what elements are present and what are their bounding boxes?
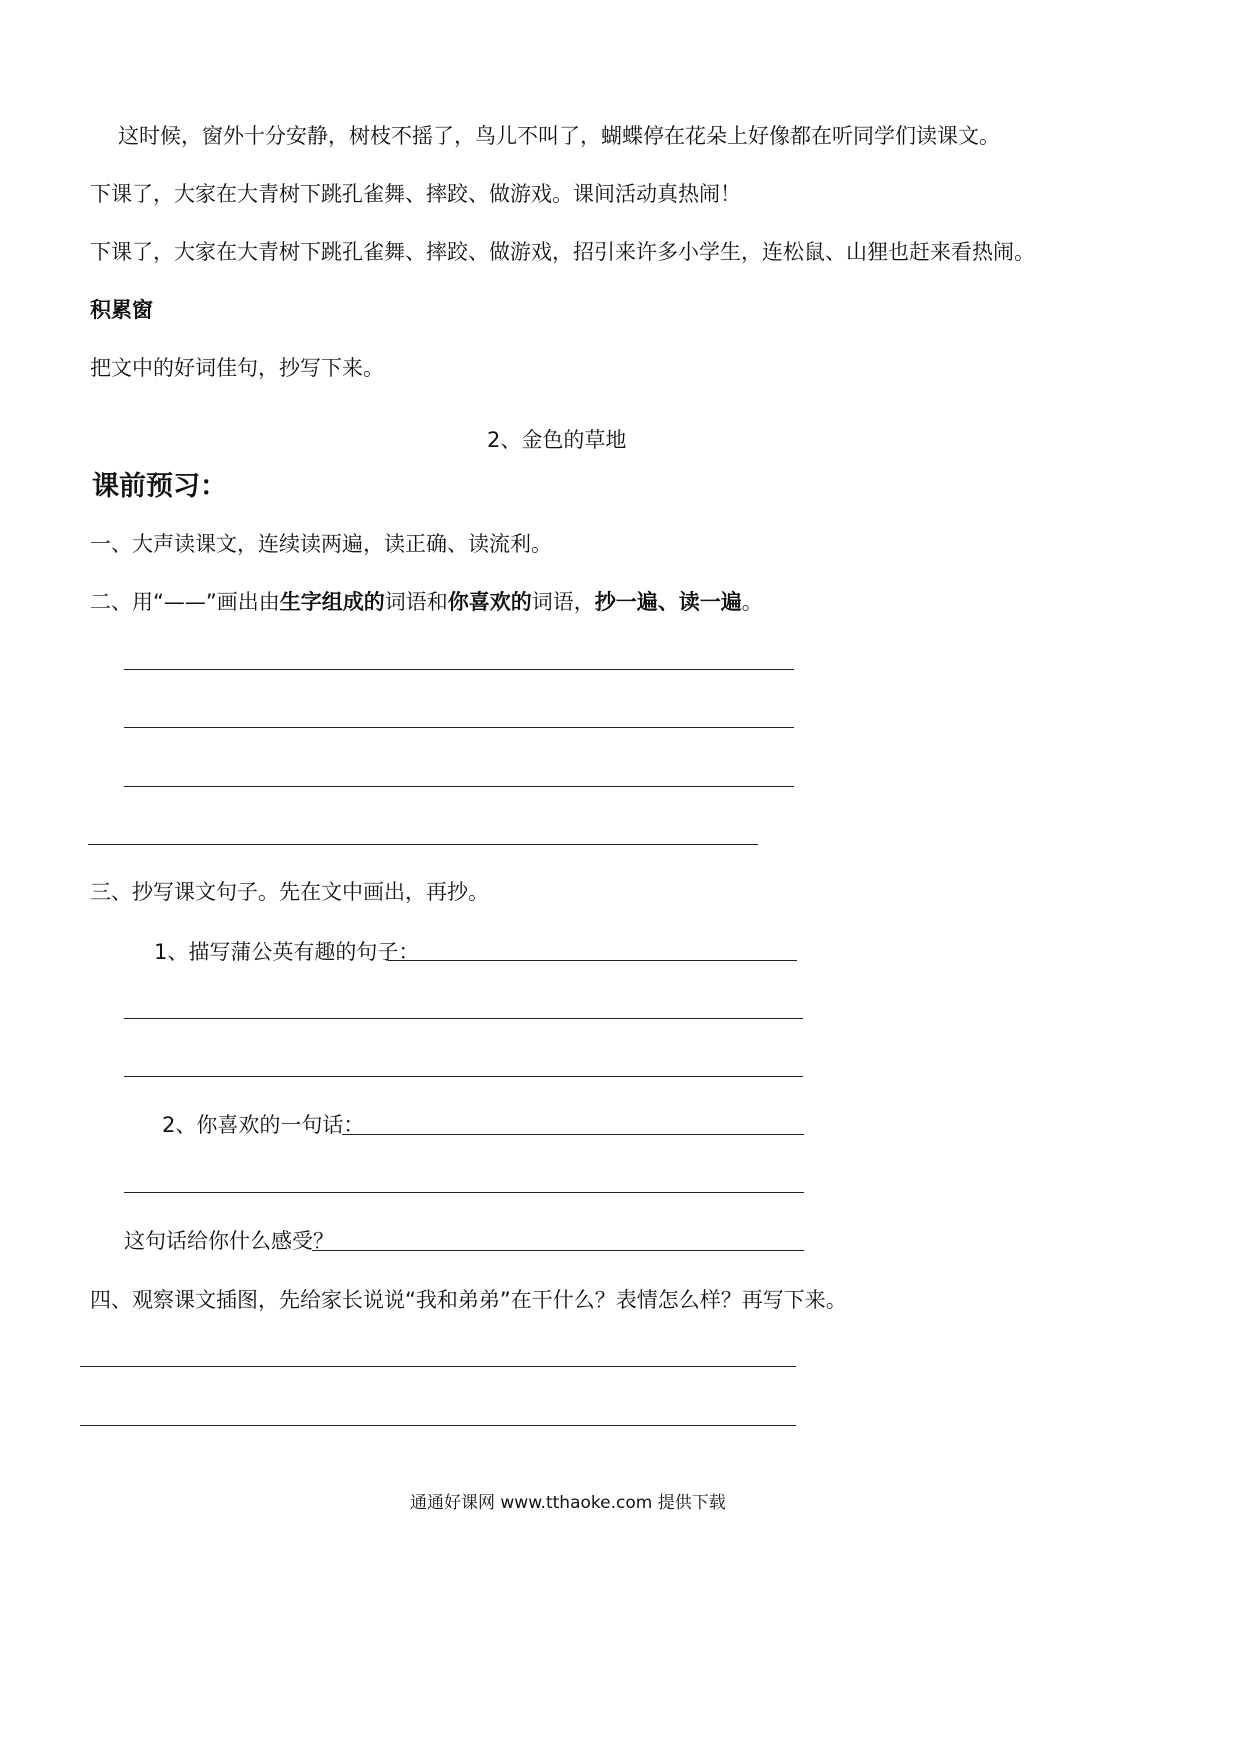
accumulation-instruction: 把文中的好词佳句，抄写下来。	[90, 356, 384, 380]
task-2-end: 。	[741, 590, 763, 614]
task-3-copy-sentences: 三、抄写课文句子。先在文中画出，再抄。	[90, 880, 489, 904]
task-2-emphasis-copy-read: 抄一遍、读一遍	[594, 590, 742, 614]
answer-line-task3-item1-3[interactable]	[124, 1076, 803, 1077]
answer-line-task2-1[interactable]	[124, 669, 794, 670]
task-2-prefix: 二、用“——”画出由	[90, 590, 280, 614]
answer-line-task3-item2-inline[interactable]	[342, 1134, 804, 1135]
task-3-feeling-question: 这句话给你什么感受？	[124, 1229, 334, 1253]
paragraph-recess-short: 下课了，大家在大青树下跳孔雀舞、摔跤、做游戏。课间活动真热闹！	[90, 182, 741, 206]
accumulation-title: 积累窗	[90, 298, 153, 322]
task-1-read-aloud: 一、大声读课文，连续读两遍，读正确、读流利。	[90, 532, 552, 556]
answer-line-task3-feeling[interactable]	[312, 1250, 804, 1251]
task-3-item-2-label: 2、你喜欢的一句话：	[162, 1113, 365, 1137]
answer-line-task3-item1-inline[interactable]	[388, 960, 797, 961]
answer-line-task3-item2-2[interactable]	[124, 1192, 804, 1193]
answer-line-task2-4[interactable]	[88, 844, 758, 845]
answer-line-task2-2[interactable]	[124, 727, 794, 728]
answer-line-task4-1[interactable]	[80, 1366, 796, 1367]
footer-source: 通通好课网 www.tthaoke.com 提供下载	[410, 1493, 726, 1513]
paragraph-recess-long: 下课了，大家在大青树下跳孔雀舞、摔跤、做游戏，招引来许多小学生，连松鼠、山狸也赶来看热闹。	[90, 240, 1035, 264]
task-3-item-1-label: 1、描写蒲公英有趣的句子：	[154, 940, 420, 964]
task-2-emphasis-favorite: 你喜欢的	[447, 590, 532, 614]
lesson-title: 2、金色的草地	[487, 428, 627, 452]
task-2-underline-words	[90, 588, 763, 616]
answer-line-task4-2[interactable]	[80, 1425, 796, 1426]
task-2-suffix: 词语，	[531, 590, 595, 614]
answer-line-task3-item1-2[interactable]	[124, 1018, 803, 1019]
paragraph-quiet-classroom: 这时候，窗外十分安静，树枝不摇了，鸟儿不叫了，蝴蝶停在花朵上好像都在听同学们读课文。	[118, 124, 1000, 148]
answer-line-task2-3[interactable]	[124, 786, 794, 787]
section-heading-preview: 课前预习：	[92, 471, 227, 502]
task-2-mid: 词语和	[384, 590, 448, 614]
task-4-observe-illustration: 四、观察课文插图，先给家长说说“我和弟弟”在干什么？表情怎么样？再写下来。	[90, 1288, 847, 1312]
task-2-emphasis-new-chars: 生字组成的	[279, 590, 385, 614]
